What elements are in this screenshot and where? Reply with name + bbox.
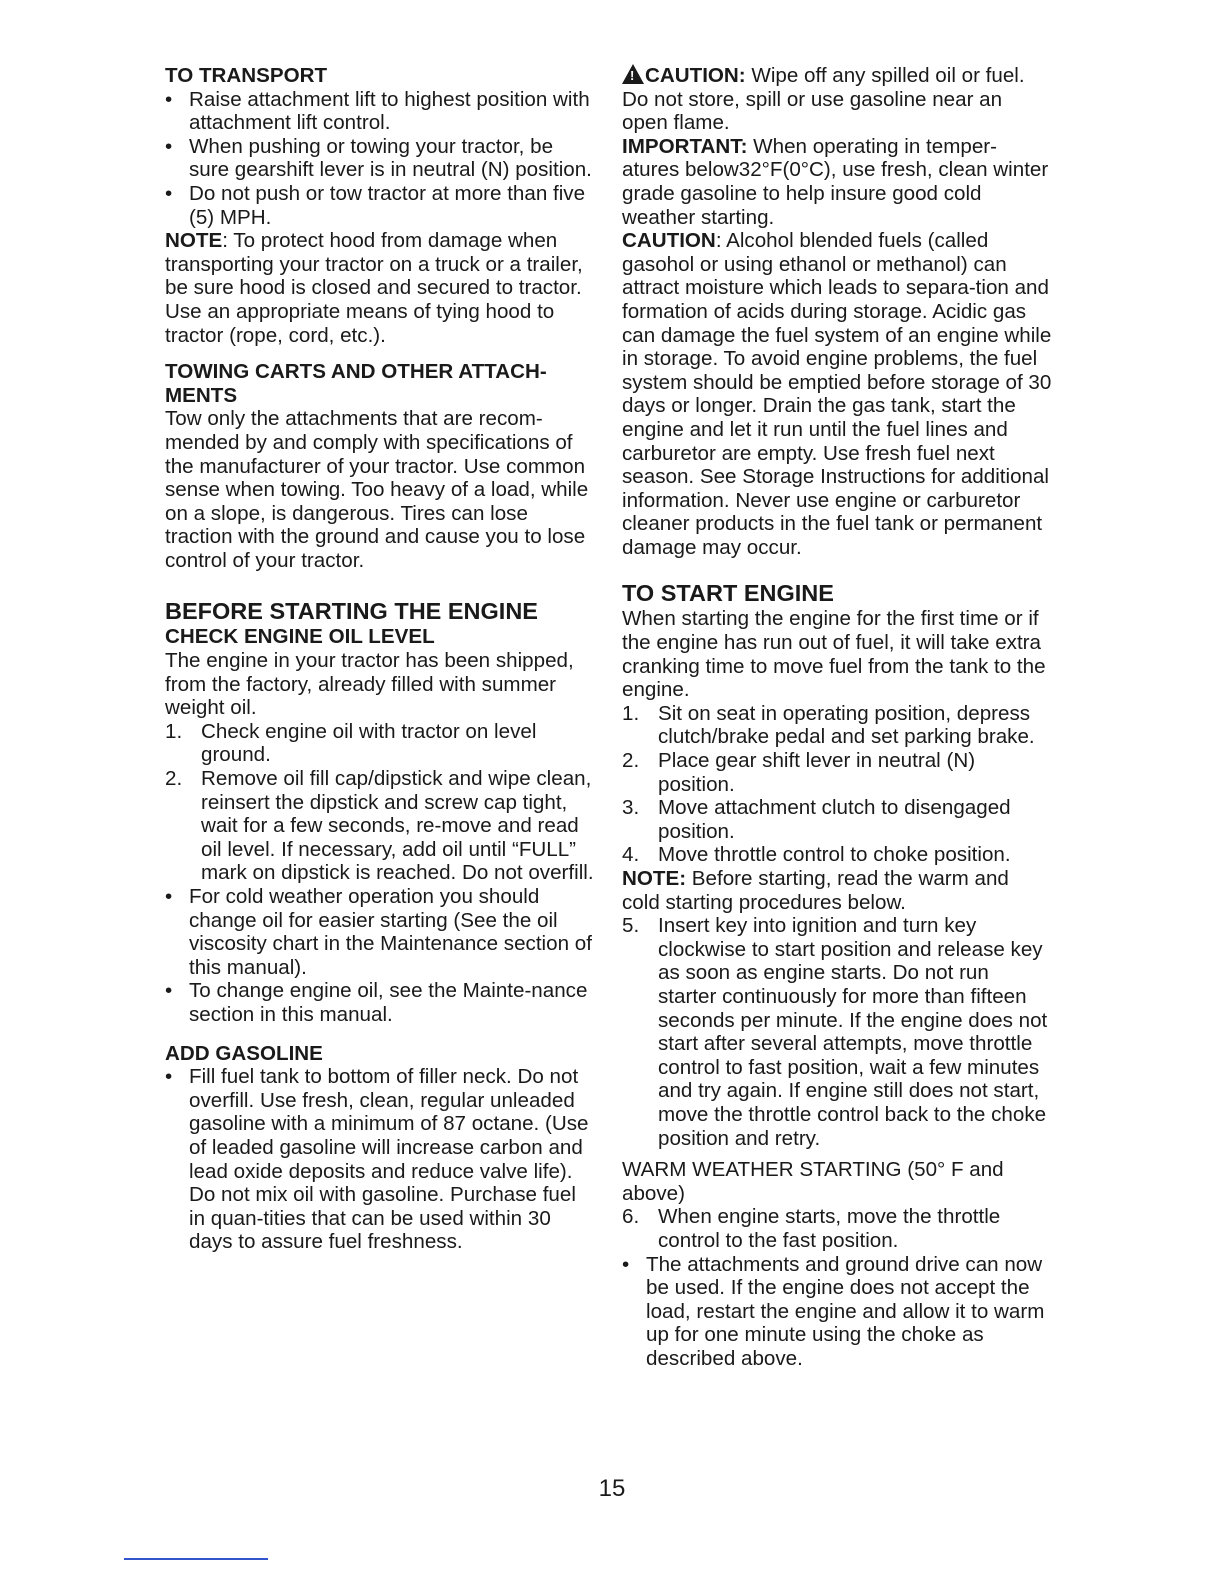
list-item [622, 1205, 1052, 1252]
step-number: 3. [622, 796, 640, 820]
list-item [165, 979, 595, 1026]
add-gasoline-heading: ADD GASOLINE [165, 1041, 323, 1065]
list-item [165, 767, 595, 885]
caution-spill [622, 64, 1052, 135]
list-item [165, 885, 595, 979]
step-number: 1. [622, 701, 640, 725]
list-item [165, 88, 595, 135]
step-number: 6. [622, 1205, 640, 1229]
list-item [622, 796, 1052, 843]
note-text: Before starting, read the warm and cold starting procedures below. [622, 867, 1009, 914]
bullet-icon: • [165, 134, 173, 158]
page-number: 15 [598, 1475, 626, 1502]
towing-heading: TOWING CARTS AND OTHER ATTACH-MENTS [165, 360, 547, 407]
important-text: When operating in temper-atures below32°F(0°C), use fresh, clean winter grade gasoline to help insure good cold weather starting. [622, 134, 1049, 229]
bullet-text: To change engine oil, see the Mainte-nance section in this manual. [189, 979, 588, 1026]
bullet-icon: • [165, 885, 173, 908]
list-item [622, 702, 1052, 749]
bullet-icon: • [165, 181, 173, 205]
left-column [165, 64, 595, 1254]
bullet-text: Raise attachment lift to highest position with attachment lift control. [189, 87, 590, 135]
warning-triangle-icon [622, 64, 644, 84]
start-note [622, 867, 1052, 914]
caution-label: CAUTION: [645, 64, 746, 87]
list-item [622, 1253, 1052, 1371]
bullet-icon: • [165, 1065, 173, 1089]
bullet-text: Do not push or tow tractor at more than five (5) MPH. [189, 181, 586, 229]
footer-rule [124, 1558, 268, 1560]
bullet-icon: • [165, 979, 173, 1003]
before-starting-heading: BEFORE STARTING THE ENGINE [165, 598, 538, 625]
list-item [622, 843, 1052, 867]
bullet-text: The attachments and ground drive can now be used. If the engine does not accept the load, restart the engine and allow it to warm up for one minute using the choke as described above. [646, 1252, 1045, 1370]
start-intro: When starting the engine for the first time or if the engine has run out of fuel, it will take extra cranking time to move fuel from the tank to the engine. [622, 607, 1046, 702]
caution-label: CAUTION [622, 229, 716, 253]
bullet-icon: • [165, 87, 173, 111]
note-label: NOTE [165, 229, 223, 253]
warm-weather-heading: WARM WEATHER STARTING (50° F and above) [622, 1158, 1004, 1205]
transport-note [165, 229, 595, 347]
list-item [165, 1065, 595, 1254]
step-text: Check engine oil with tractor on level ground. [201, 719, 537, 767]
bullet-text: For cold weather operation you should change oil for easier starting (See the oil viscosity chart in the Maintenance section of this manual). [189, 885, 592, 979]
important-label: IMPORTANT: [622, 134, 748, 158]
step-text: Move throttle control to choke position. [658, 843, 1011, 867]
step-text: Move attachment clutch to disengaged position. [658, 796, 1011, 843]
step-number: 2. [165, 767, 183, 791]
step-number: 2. [622, 749, 640, 773]
list-item [165, 720, 595, 767]
caution-text: Wipe off any spilled oil or fuel. Do not store, spill or use gasoline near an open flame. [622, 64, 1025, 135]
note-label: NOTE: [622, 867, 687, 890]
check-oil-intro: The engine in your tractor has been shipped, from the factory, already filled with summer weight oil. [165, 649, 574, 720]
step-number: 1. [165, 719, 183, 743]
check-oil-subheading: CHECK ENGINE OIL LEVEL [165, 625, 435, 649]
to-transport-heading: TO TRANSPORT [165, 64, 328, 87]
right-column [622, 64, 1052, 1370]
step-text: When engine starts, move the throttle control to the fast position. [658, 1205, 1001, 1252]
to-start-engine-heading: TO START ENGINE [622, 580, 834, 607]
list-item [622, 749, 1052, 796]
step-text: Place gear shift lever in neutral (N) position. [658, 749, 976, 796]
bullet-text: When pushing or towing your tractor, be sure gearshift lever is in neutral (N) position. [189, 134, 592, 182]
step-number: 5. [622, 914, 640, 938]
bullet-text: Fill fuel tank to bottom of filler neck. Do not overfill. Use fresh, clean, regular unleaded gasoline with a minimum of 87 octane. (Use of leaded gasoline will increase carbon and lead oxide deposits and reduce valve life). Do not mix oil with gasoline. Purchase fuel in quan-tities that can be used within 30 days to assure fuel freshness. [189, 1065, 589, 1254]
list-item [165, 135, 595, 182]
step-text: Sit on seat in operating position, depress clutch/brake pedal and set parking brake. [658, 701, 1035, 749]
important-note [622, 135, 1052, 229]
note-text: : To protect hood from damage when transporting your tractor on a truck or a trailer, be sure hood is closed and secured to tractor. Use an appropriate means of tying hood to tractor (rope, cord, etc.). [165, 229, 583, 347]
caution-text: : Alcohol blended fuels (called gasohol or using ethanol or methanol) can attract moisture which leads to separa-tion and formation of acids during storage. Acidic gas can damage the fuel system of an engine while in storage. To avoid engine problems, the fuel system should be emptied before storage of 30 days or longer. Drain the gas tank, start the engine and let it run until the fuel lines and carburetor are empty. Use fresh fuel next season. See Storage Instructions for additional information. Never use engine or carburetor cleaner products in the fuel tank or permanent damage may occur. [622, 229, 1052, 559]
bullet-icon: • [622, 1252, 630, 1276]
caution-alcohol [622, 229, 1052, 559]
step-text: Remove oil fill cap/dipstick and wipe clean, reinsert the dipstick and screw cap tight, wait for a few seconds, re-move and read oil level. If necessary, add oil until “FULL” mark on dipstick is reached. Do not overfill. [201, 767, 594, 885]
list-item [165, 182, 595, 229]
step-text: Insert key into ignition and turn key clockwise to start position and release key as soon as engine starts. Do not run starter continuously for more than fifteen seconds per minute. If the engine does not start after several attempts, move throttle control to fast position, wait a few minutes and try again. If engine still does not start, move the throttle control back to the choke position and retry. [658, 914, 1048, 1150]
towing-text: Tow only the attachments that are recom-mended by and comply with specifications of the manufacturer of your tractor. Use common sense when towing. Too heavy of a load, while on a slope, is dangerous. Tires can lose traction with the ground and cause you to lose control of your tractor. [165, 407, 589, 572]
step-number: 4. [622, 843, 640, 867]
list-item [622, 914, 1052, 1150]
